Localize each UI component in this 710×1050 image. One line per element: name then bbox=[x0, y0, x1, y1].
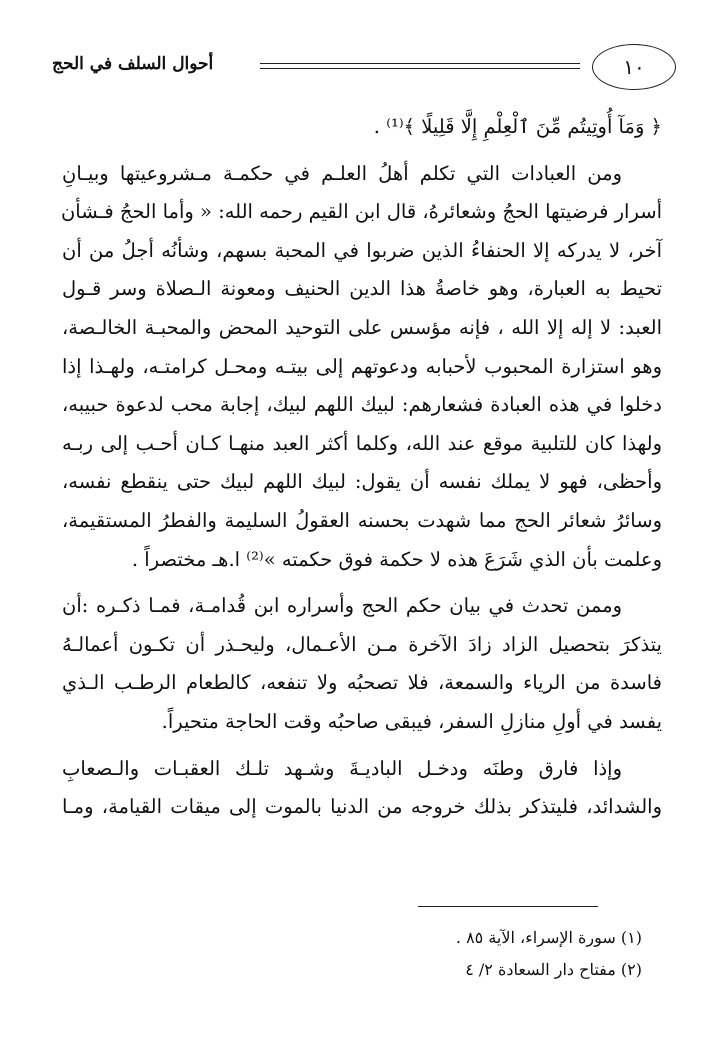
text-line: فاسدة من الرياء والسمعة، فلا تصحبُه ولا تنفعه، كالطعام الرطـب الـذي bbox=[62, 671, 662, 695]
footnotes bbox=[62, 922, 642, 986]
page-number-oval bbox=[592, 44, 676, 90]
text-line: يتذكرَ بتحصيل الزاد زادَ الآخرة مـن الأعـمال، وليحـذر أن تكـون أعمالـهُ bbox=[62, 632, 662, 656]
paragraph-gap bbox=[62, 147, 662, 155]
text-line: وممن تحدث في بيان حكم الحج وأسراره ابن قُدامـة، فمـا ذكـره :أن bbox=[62, 594, 622, 618]
text-line: وسائرُ شعائر الحج مما شهدت بحسنه العقولُ السليمة والفطرُ المستقيمة، bbox=[62, 508, 662, 532]
header-double-rule bbox=[260, 63, 580, 69]
body-text bbox=[62, 108, 662, 827]
paragraph-gap bbox=[62, 579, 662, 587]
paragraph-gap bbox=[62, 742, 662, 750]
footnote-separator bbox=[418, 906, 598, 907]
text-line: تحيط به العبارة، وهو خاصةُ هذا الدين الحنيف ومعونة الـصلاة وسر قـول bbox=[62, 277, 662, 301]
footnote-2: (٢) مفتاح دار السعادة ٢/ ٤ bbox=[465, 960, 642, 979]
page-header bbox=[52, 44, 676, 96]
text-line: وعلمت بأن الذي شَرَعَ هذه لا حكمة فوق حكمته »⁽²⁾ ا.هـ مختصراً . bbox=[131, 547, 662, 571]
quran-verse-line: ﴿ وَمَآ أُوتِيتُم مِّنَ ٱلْعِلْمِ إِلَّا قَلِيلًا ﴾⁽¹⁾ . bbox=[373, 115, 662, 138]
text-line: ومن العبادات التي تكلم أهلُ العلـم في حكمـة مـشروعيتها وبيـانِ bbox=[62, 161, 622, 185]
text-line: آخر، لا يدركه إلا الحنفاءُ الذين ضربوا في المحبة بسهم، وشأنُه أجلُ من أن bbox=[62, 238, 662, 262]
text-line: وهو استزارة المحبوب لأحبابه ودعوتهم إلى بيتـه ومحـل كرامتـه، ولهـذا إذا bbox=[62, 354, 662, 378]
text-line: يفسد في أولِ منازلِ السفر، فيبقى صاحبُه وقت الحاجة متحيراً. bbox=[161, 709, 662, 733]
text-line: والشدائد، فليتذكر بذلك خروجه من الدنيا بالموت إلى ميقات القيامة، ومـا bbox=[62, 795, 662, 819]
text-line: ولهذا كان للتلبية موقع عند الله، وكلما أكثر العبد منهـا كـان أحـب إلى ربـه bbox=[62, 431, 662, 455]
text-line: وأحظى، فهو لا يملك نفسه أن يقول: لبيك اللهم لبيك حتى ينقطع نفسه، bbox=[62, 470, 662, 494]
text-line: وإذا فارق وطنَه ودخـل الباديـةَ وشـهد تلـك العقبـات والـصعابِ bbox=[62, 756, 622, 780]
running-title: أحوال السلف في الحج bbox=[52, 54, 214, 74]
text-line: دخلوا في هذه العبادة فشعارهم: لبيك اللهم لبيك، إجابة محب لدعوة حبيبه، bbox=[62, 393, 662, 417]
text-line: العبد: لا إله إلا الله ، فإنه مؤسس على التوحيد المحض والمحبـة الخالـصة، bbox=[62, 315, 662, 339]
footnote-1: (١) سورة الإسراء، الآية ٨٥ . bbox=[455, 928, 642, 947]
page-number: ١٠ bbox=[623, 55, 645, 79]
text-line: أسرار فرضيتها الحجُ وشعائرهُ، قال ابن القيم رحمه الله: « وأما الحجُ فـشأن bbox=[60, 200, 662, 224]
